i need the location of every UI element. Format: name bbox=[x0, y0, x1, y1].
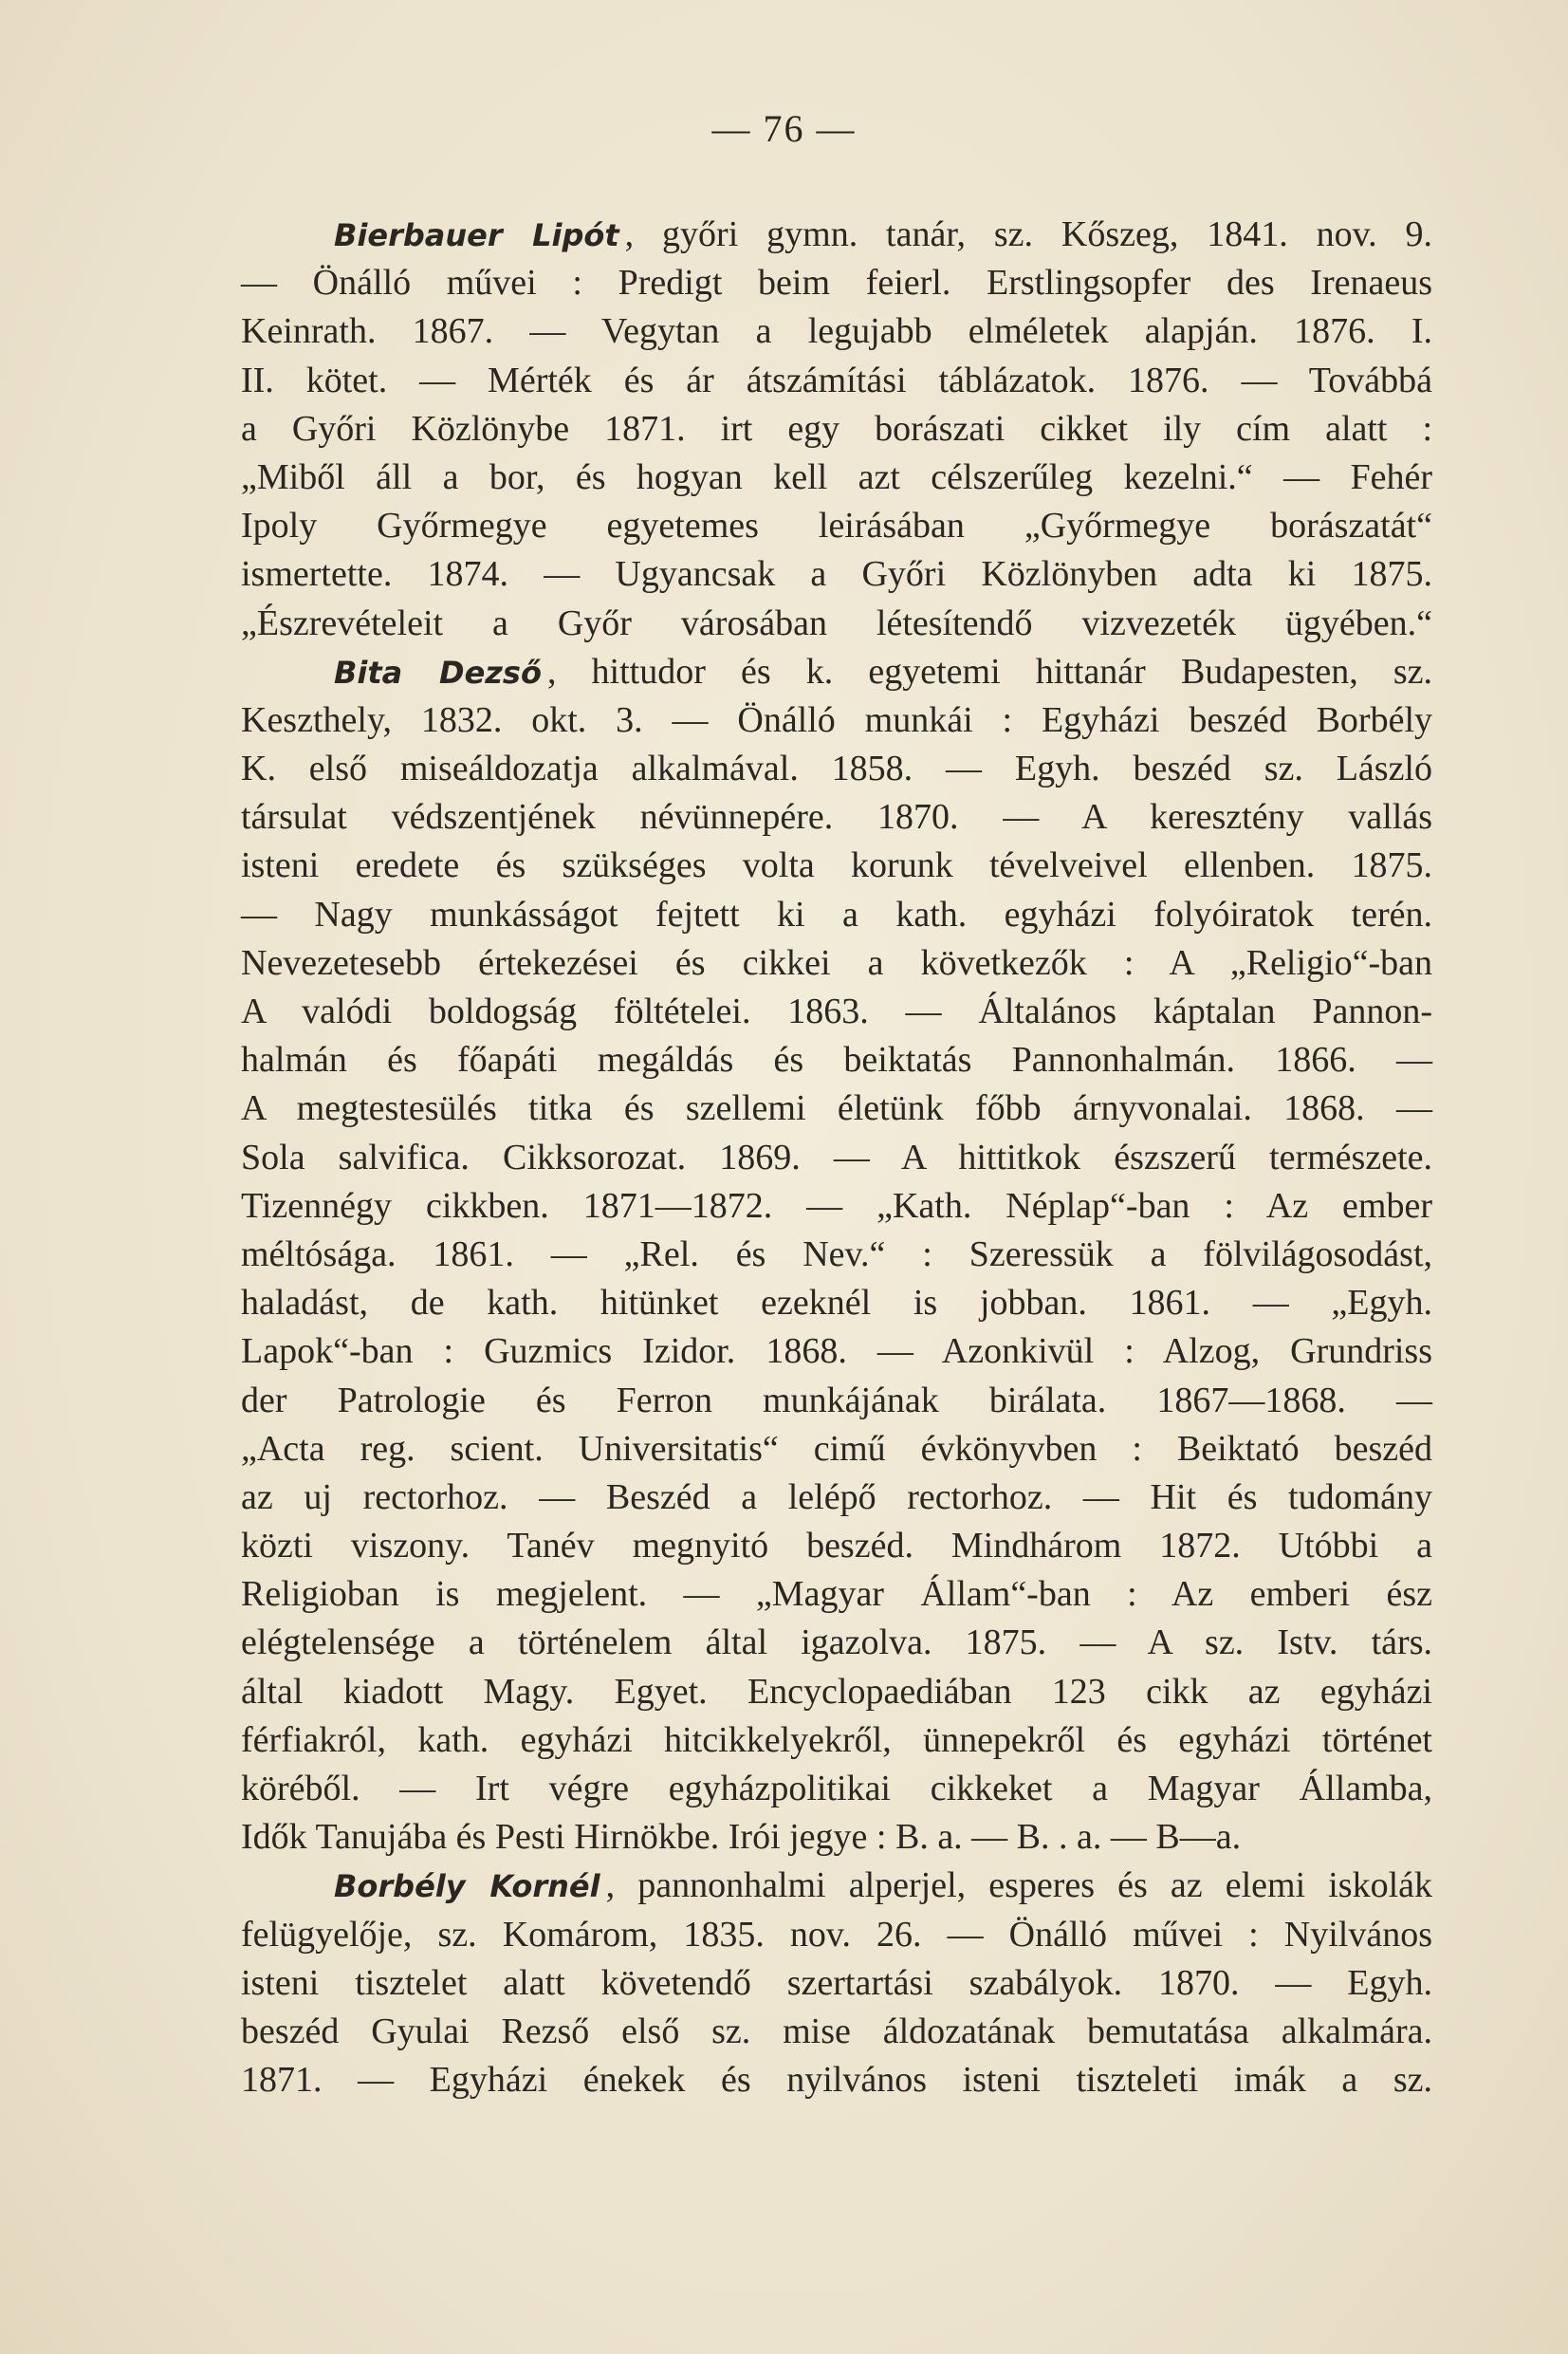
text-line: által kiadott Magy. Egyet. Encyclopaediában 123 cikk az egyházi bbox=[241, 1671, 1432, 1712]
text-line: , hittudor és k. egyetemi hittanár Budapesten, sz. bbox=[546, 651, 1433, 692]
entry-bierbauer-first-line bbox=[241, 211, 1432, 259]
text-line: , győri gymn. tanár, sz. Kőszeg, 1841. nov. 9. bbox=[624, 214, 1432, 254]
text-line: „Miből áll a bor, és hogyan kell azt célszerűleg kezelni.“ — Fehér bbox=[241, 456, 1432, 497]
text-line: közti viszony. Tanév megnyitó beszéd. Mindhárom 1872. Utóbbi a bbox=[241, 1526, 1432, 1566]
text-line: Sola salvifica. Cikksorozat. 1869. — A hittitkok észszerű természete. bbox=[241, 1137, 1432, 1177]
text-line: a Győri Közlönybe 1871. irt egy borászati cikket ily cím alatt : bbox=[241, 408, 1432, 449]
text-line: ismertette. 1874. — Ugyancsak a Győri Közlönyben adta ki 1875. bbox=[241, 554, 1432, 595]
entry-name: Borbély Kornél bbox=[334, 1868, 600, 1905]
text-line: Ipoly Győrmegye egyetemes leirásában „Győrmegye borászatát“ bbox=[241, 506, 1432, 547]
text-line: Nevezetesebb értekezései és cikkei a következők : A „Religio“-ban bbox=[241, 942, 1432, 983]
text-line: Lapok“-ban : Guzmics Izidor. 1868. — Azonkivül : Alzog, Grundriss bbox=[241, 1331, 1432, 1372]
page-number: — 76 — bbox=[711, 107, 857, 150]
text-line: társulat védszentjének névünnepére. 1870. — A keresztény vallás bbox=[241, 797, 1432, 838]
text-line: méltósága. 1861. — „Rel. és Nev.“ : Szeressük a fölvilágosodást, bbox=[241, 1233, 1432, 1274]
text-line: Keinrath. 1867. — Vegytan a legujabb elméletek alapján. 1876. I. bbox=[241, 311, 1432, 352]
text-line: II. kötet. — Mérték és ár átszámítási táblázatok. 1876. — Továbbá bbox=[241, 360, 1432, 400]
text-line: az uj rectorhoz. — Beszéd a lelépő rectorhoz. — Hit és tudomány bbox=[241, 1476, 1432, 1517]
text-line: „Acta reg. scient. Universitatis“ cimű évkönyvben : Beiktató beszéd bbox=[241, 1428, 1432, 1469]
entry-bita-first-line bbox=[241, 648, 1432, 696]
text-line: beszéd Gyulai Rezső első sz. mise áldozatának bemutatása alkalmára. bbox=[241, 2011, 1432, 2051]
text-line: Keszthely, 1832. okt. 3. — Önálló munkái : Egyházi beszéd Borbély bbox=[241, 699, 1432, 740]
text-line: Tizennégy cikkben. 1871—1872. — „Kath. Néplap“-ban : Az ember bbox=[241, 1185, 1432, 1226]
text-line: köréből. — Irt végre egyházpolitikai cikkeket a Magyar Államba, bbox=[241, 1769, 1432, 1808]
text-line: isteni tisztelet alatt követendő szertartási szabályok. 1870. — Egyh. bbox=[241, 1962, 1432, 2003]
text-line: felügyelője, sz. Komárom, 1835. nov. 26. — Önálló művei : Nyilvános bbox=[241, 1914, 1432, 1955]
entry-name: Bita Dezső bbox=[334, 654, 542, 691]
text-line: isteni eredete és szükséges volta korunk tévelveivel ellenben. 1875. bbox=[241, 845, 1432, 886]
text-line: K. első miseáldozatja alkalmával. 1858. — Egyh. beszéd sz. László bbox=[241, 749, 1432, 789]
text-line: A megtestesülés titka és szellemi életünk főbb árnyvonalai. 1868. — bbox=[241, 1088, 1432, 1129]
text-line: der Patrologie és Ferron munkájának birálata. 1867—1868. — bbox=[241, 1380, 1432, 1420]
entry-name: Bierbauer Lipót bbox=[334, 217, 619, 253]
text-line: , pannonhalmi alperjel, esperes és az elemi iskolák bbox=[605, 1865, 1433, 1906]
text-line: Religioban is megjelent. — „Magyar Állam“-ban : Az emberi ész bbox=[241, 1574, 1432, 1615]
text-line: — Önálló művei : Predigt beim feierl. Erstlingsopfer des Irenaeus bbox=[241, 263, 1432, 304]
entry-borbely-first-line bbox=[241, 1862, 1432, 1910]
text-line: A valódi boldogság föltételei. 1863. — Általános káptalan Pannon- bbox=[241, 992, 1432, 1031]
text-line: „Észrevételeit a Győr városában létesítendő vizvezeték ügyében.“ bbox=[241, 602, 1432, 643]
text-line: haladást, de kath. hitünket ezeknél is jobban. 1861. — „Egyh. bbox=[241, 1283, 1432, 1324]
text-line: — Nagy munkásságot fejtett ki a kath. egyházi folyóiratok terén. bbox=[241, 894, 1432, 935]
body-text bbox=[241, 211, 1432, 2104]
text-line: 1871. — Egyházi énekek és nyilvános isteni tiszteleti imák a sz. bbox=[241, 2060, 1432, 2101]
text-line: halmán és főapáti megáldás és beiktatás Pannonhalmán. 1866. — bbox=[241, 1040, 1432, 1081]
text-line: elégtelensége a történelem által igazolva. 1875. — A sz. Istv. társ. bbox=[241, 1622, 1432, 1663]
text-line: Idők Tanujába és Pesti Hirnökbe. Irói jegye : B. a. — B. . a. — B—a. bbox=[241, 1817, 1242, 1858]
text-line: férfiakról, kath. egyházi hitcikkelyekről, ünnepekről és egyházi történet bbox=[241, 1719, 1432, 1760]
